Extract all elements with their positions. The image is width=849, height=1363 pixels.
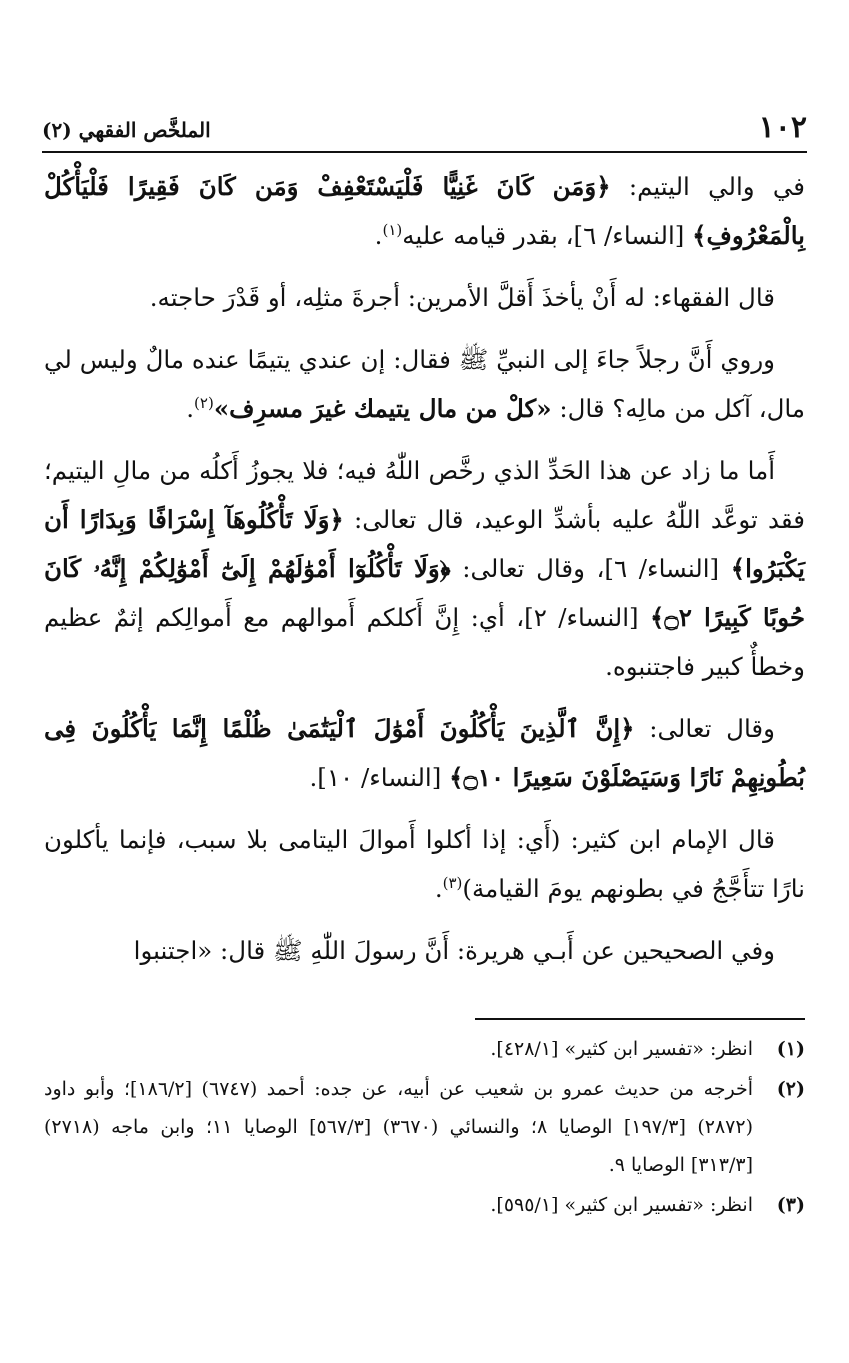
- text-run: [النساء/ ٢]، أي: إِنَّ أَكلكم أَموالهم مع أَموالِكم إثمٌ عظيم وخطأٌ كبير فاجتنبوه.: [44, 603, 805, 681]
- quran-verse: ﴿وَلَا تَأْكُلُوٓا أَمْوَٰلَهُمْ إِلَىٰٓ أَمْوَٰلِكُمْ إِنَّهُۥ كَانَ حُوبًا كَبِيرًا ۝٢﴾: [44, 554, 806, 632]
- text-run: وروي أَنَّ رجلاً جاءَ إلى النبيِّ ﷺ فقال: إن عندي يتيمًا عنده مالٌ وليس لي مال، آكل من مالِه؟ قال:: [44, 345, 805, 423]
- paragraph-sahihayn: [44, 926, 805, 975]
- paragraph-verse: [44, 704, 805, 802]
- text-run: أَما ما زاد عن هذا الحَدِّ الذي رخَّص اللّٰهُ فيه؛ فلا يجوزُ أَكلُه من مالِ اليتيم؛ فقد توعَّد اللّٰهُ عليه بأشدِّ الوعيد، قال تعالى:: [44, 456, 805, 534]
- quran-verse: ﴿وَمَن كَانَ غَنِيًّا فَلْيَسْتَعْفِفْ وَمَن كَانَ فَقِيرًا فَلْيَأْكُلْ بِالْمَعْرُوفِ﴾: [44, 172, 805, 250]
- text-run: وقال تعالى:: [634, 714, 775, 743]
- quran-verse: ﴿إِنَّ ٱلَّذِينَ يَأْكُلُونَ أَمْوَٰلَ ٱلْيَتَٰمَىٰ ظُلْمًا إِنَّمَا يَأْكُلُونَ فِى بُطُونِهِمْ نَارًا وَسَيَصْلَوْنَ سَعِيرًا ۝١٠﴾: [44, 714, 805, 792]
- text-run: [النساء/ ١٠].: [309, 763, 450, 792]
- header-rule: [42, 151, 807, 153]
- text-run: وفي الصحيحين عن أَبـي هريرة: أَنَّ رسولَ اللّٰهِ ﷺ قال: «اجتنبوا: [133, 936, 775, 965]
- paragraph-guardian: [44, 162, 805, 260]
- footnote-text: انظر: «تفسير ابن كثير» [٤٢٨/١].: [490, 1038, 753, 1060]
- footnote-rule: [475, 1018, 805, 1020]
- footnote-item: [44, 1070, 805, 1184]
- page-number: ١٠٢: [758, 110, 807, 145]
- text-run: [النساء/ ٦]، بقدر قيامه عليه: [402, 221, 693, 250]
- text-run: قال الإمام ابن كثير: (أَي: إذا أكلوا أَموالَ اليتامى بلا سبب، فإنما يأكلون نارًا تتأَجَّجُ في بطونهم يومَ القيامة): [44, 825, 805, 903]
- paragraph-jurists: [44, 273, 805, 322]
- footnote-text: أخرجه من حديث عمرو بن شعيب عن أبيه، عن جده: أحمد (٦٧٤٧) [١٨٦/٢]؛ وأبو داود (٢٨٧٢) [١٩٧/٣] الوصايا ٨؛ والنسائي (٣٦٧٠) [٥٦٧/٣] الوصايا ١١؛ وابن ماجه (٢٧١٨) [٣١٣/٣] الوصايا ٩.: [44, 1078, 754, 1176]
- footnote-item: [44, 1030, 805, 1068]
- text-run: .: [434, 874, 443, 903]
- footnotes: [44, 1030, 805, 1226]
- text-run: [النساء/ ٦]، وقال تعالى:: [450, 554, 731, 583]
- paragraph-narration: [44, 335, 805, 433]
- book-title: الملخَّص الفقهي (٢): [42, 118, 211, 142]
- hadith-quote: «كلْ من مال يتيمك غيرَ مسرِف»: [213, 394, 552, 423]
- paragraph-warning: [44, 446, 805, 691]
- footnote-number: (١): [776, 1038, 805, 1060]
- footnote-marker[interactable]: (١): [382, 220, 403, 239]
- footnote-marker[interactable]: (٣): [442, 873, 463, 892]
- footnote-marker[interactable]: (٢): [194, 393, 214, 412]
- paragraph-ibn-kathir: [44, 815, 805, 913]
- footnote-item: [44, 1186, 805, 1224]
- quran-verse: ﴿وَلَا تَأْكُلُوهَآ إِسْرَافًا وَبِدَارًا أَن يَكْبَرُوا﴾: [44, 505, 805, 583]
- footnote-number: (٢): [776, 1078, 805, 1100]
- main-text: [44, 162, 805, 988]
- footnote-text: انظر: «تفسير ابن كثير» [٥٩٥/١].: [490, 1194, 753, 1216]
- text-run: قال الفقهاء: له أَنْ يأخذَ أَقلَّ الأمرين: أجرةَ مثلِه، أو قَدْرَ حاجته.: [149, 283, 775, 312]
- text-run: .: [374, 221, 383, 250]
- page-header: [42, 108, 807, 148]
- footnote-number: (٣): [776, 1194, 805, 1216]
- text-run: في والي اليتيم:: [610, 172, 805, 201]
- text-run: .: [186, 394, 195, 423]
